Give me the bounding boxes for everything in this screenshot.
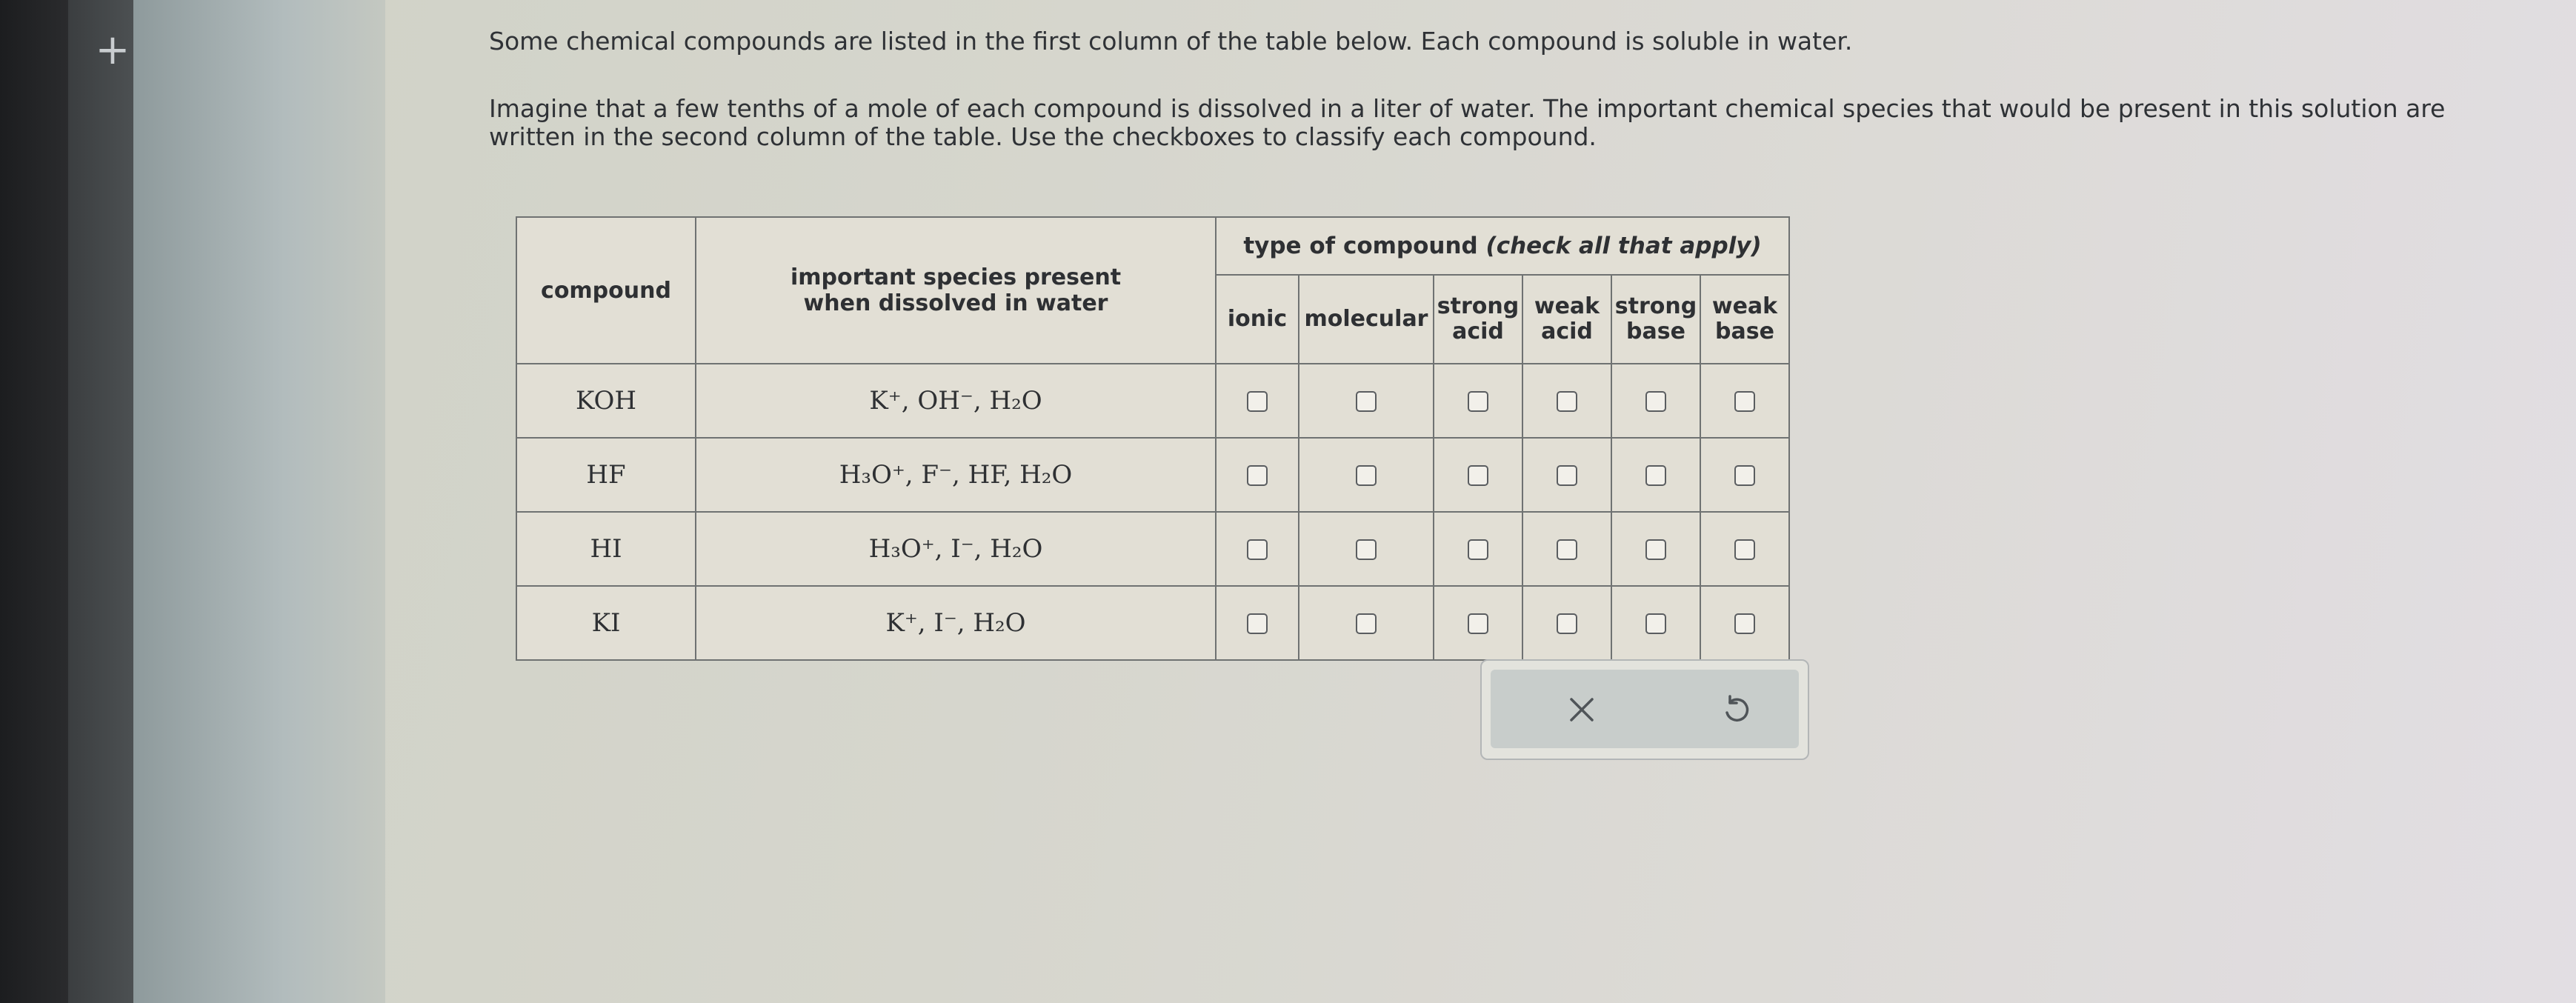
checkbox-strong-base[interactable] (1645, 539, 1666, 560)
checkbox-molecular[interactable] (1356, 465, 1377, 486)
checkbox-ionic[interactable] (1247, 539, 1268, 560)
checkbox-strong-acid[interactable] (1468, 391, 1488, 412)
compound-cell: HF (516, 438, 696, 512)
header-species-line1: important species present (790, 264, 1122, 290)
table-row (516, 364, 1789, 438)
header-weak-base: weak base (1700, 275, 1789, 364)
header-strong-acid: strong acid (1434, 275, 1522, 364)
species-cell: K⁺, I⁻, H₂O (696, 586, 1216, 660)
checkbox-strong-base[interactable] (1645, 465, 1666, 486)
checkbox-weak-base[interactable] (1734, 613, 1755, 634)
header-weak-acid: weak acid (1522, 275, 1611, 364)
checkbox-weak-base[interactable] (1734, 465, 1755, 486)
undo-icon (1720, 693, 1752, 726)
checkbox-strong-acid[interactable] (1468, 613, 1488, 634)
header-species-line2: when dissolved in water (803, 290, 1108, 316)
header-strong-base: strong base (1611, 275, 1700, 364)
species-cell: H₃O⁺, I⁻, H₂O (696, 512, 1216, 586)
table-row (516, 512, 1789, 586)
checkbox-molecular[interactable] (1356, 613, 1377, 634)
checkbox-ionic[interactable] (1247, 391, 1268, 412)
header-type-of-compound (1216, 217, 1789, 275)
compound-cell: HI (516, 512, 696, 586)
reset-button[interactable] (1710, 683, 1762, 735)
checkbox-molecular[interactable] (1356, 391, 1377, 412)
header-molecular: molecular (1299, 275, 1434, 364)
checkbox-weak-base[interactable] (1734, 391, 1755, 412)
compound-cell: KI (516, 586, 696, 660)
compound-cell: KOH (516, 364, 696, 438)
checkbox-molecular[interactable] (1356, 539, 1377, 560)
checkbox-weak-acid[interactable] (1557, 539, 1577, 560)
instructions-text: Imagine that a few tenths of a mole of each compound is dissolved in a liter of water. The important chemical species that would be present in this solution are written in the second column of the table. Use the checkboxes to classify each compound. (489, 94, 2446, 151)
left-edge-panel (68, 0, 133, 1003)
checkbox-weak-acid[interactable] (1557, 391, 1577, 412)
checkbox-strong-acid[interactable] (1468, 539, 1488, 560)
checkbox-weak-acid[interactable] (1557, 465, 1577, 486)
species-cell: H₃O⁺, F⁻, HF, H₂O (696, 438, 1216, 512)
intro-text: Some chemical compounds are listed in the first column of the table below. Each compound is soluble in water. (489, 27, 1853, 56)
checkbox-strong-acid[interactable] (1468, 465, 1488, 486)
table-row (516, 586, 1789, 660)
header-ionic: ionic (1216, 275, 1299, 364)
header-species (696, 217, 1216, 364)
checkbox-weak-base[interactable] (1734, 539, 1755, 560)
checkbox-ionic[interactable] (1247, 465, 1268, 486)
plus-icon[interactable]: + (95, 26, 130, 74)
left-edge-gradient (133, 0, 385, 1003)
answer-action-bar (1480, 659, 1809, 760)
checkbox-strong-base[interactable] (1645, 613, 1666, 634)
clear-button[interactable] (1556, 683, 1608, 735)
close-icon (1567, 695, 1597, 724)
action-bar-inner (1491, 670, 1799, 748)
left-edge-dark (0, 0, 68, 1003)
checkbox-weak-acid[interactable] (1557, 613, 1577, 634)
classification-table (516, 216, 1790, 661)
checkbox-ionic[interactable] (1247, 613, 1268, 634)
table-row (516, 438, 1789, 512)
species-cell: K⁺, OH⁻, H₂O (696, 364, 1216, 438)
checkbox-strong-base[interactable] (1645, 391, 1666, 412)
header-type-hint: (check all that apply) (1485, 232, 1762, 259)
header-type-label: type of compound (1243, 232, 1478, 259)
header-compound: compound (516, 217, 696, 364)
